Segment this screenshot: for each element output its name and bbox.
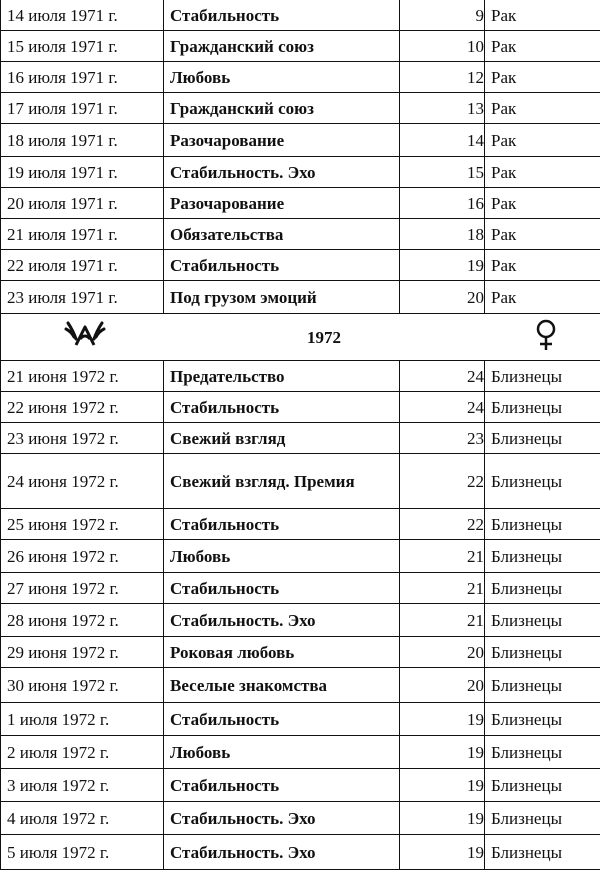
date-cell: 23 июня 1972 г.: [1, 423, 164, 454]
date-cell: 15 июля 1971 г.: [1, 31, 164, 62]
number-cell: 19: [400, 250, 485, 281]
date-cell: 16 июля 1971 г.: [1, 62, 164, 93]
table-row: [1, 509, 600, 540]
table-row: [1, 703, 600, 736]
zodiac-sign-cell: Рак: [485, 188, 600, 219]
number-cell: 14: [400, 124, 485, 157]
zodiac-sign-cell: Рак: [485, 281, 600, 314]
number-cell: 21: [400, 573, 485, 604]
table-row: [1, 637, 600, 668]
zodiac-sign-cell: Близнецы: [485, 736, 600, 769]
table-row: [1, 0, 600, 31]
date-cell: 17 июля 1971 г.: [1, 93, 164, 124]
event-cell: Стабильность: [164, 703, 400, 736]
date-cell: 22 июня 1972 г.: [1, 392, 164, 423]
date-cell: 23 июля 1971 г.: [1, 281, 164, 314]
number-cell: 12: [400, 62, 485, 93]
date-cell: 4 июля 1972 г.: [1, 802, 164, 835]
number-cell: 20: [400, 281, 485, 314]
year-label: 1972: [164, 314, 485, 361]
event-cell: Стабильность: [164, 0, 400, 31]
event-cell: Стабильность. Эхо: [164, 604, 400, 637]
event-cell: Стабильность: [164, 573, 400, 604]
crab-horns-icon: [62, 319, 108, 351]
date-cell: 21 июня 1972 г.: [1, 361, 164, 392]
number-cell: 18: [400, 219, 485, 250]
date-cell: 21 июля 1971 г.: [1, 219, 164, 250]
table-row: [1, 93, 600, 124]
date-cell: 29 июня 1972 г.: [1, 637, 164, 668]
table-row: [1, 392, 600, 423]
number-cell: 24: [400, 392, 485, 423]
date-cell: 28 июня 1972 г.: [1, 604, 164, 637]
number-cell: 21: [400, 604, 485, 637]
event-cell: Свежий взгляд: [164, 423, 400, 454]
date-cell: 26 июня 1972 г.: [1, 540, 164, 573]
event-cell: Свежий взгляд. Премия: [164, 454, 400, 509]
date-cell: 5 июля 1972 г.: [1, 835, 164, 870]
date-cell: 3 июля 1972 г.: [1, 769, 164, 802]
date-cell: 19 июля 1971 г.: [1, 157, 164, 188]
table-row: [1, 736, 600, 769]
event-cell: Стабильность: [164, 509, 400, 540]
event-cell: Предательство: [164, 361, 400, 392]
date-cell: 18 июля 1971 г.: [1, 124, 164, 157]
zodiac-sign-cell: Близнецы: [485, 835, 600, 870]
number-cell: 22: [400, 509, 485, 540]
table-row: [1, 835, 600, 870]
table-row: [1, 124, 600, 157]
event-cell: Любовь: [164, 736, 400, 769]
number-cell: 15: [400, 157, 485, 188]
event-cell: Гражданский союз: [164, 93, 400, 124]
table-row: [1, 604, 600, 637]
date-cell: 20 июля 1971 г.: [1, 188, 164, 219]
event-cell: Любовь: [164, 540, 400, 573]
number-cell: 19: [400, 802, 485, 835]
date-cell: 2 июля 1972 г.: [1, 736, 164, 769]
event-cell: Стабильность. Эхо: [164, 802, 400, 835]
event-cell: Стабильность: [164, 250, 400, 281]
date-cell: 14 июля 1971 г.: [1, 0, 164, 31]
zodiac-sign-cell: Близнецы: [485, 540, 600, 573]
date-cell: 27 июня 1972 г.: [1, 573, 164, 604]
zodiac-sign-cell: Близнецы: [485, 361, 600, 392]
zodiac-sign-cell: Близнецы: [485, 454, 600, 509]
number-cell: 10: [400, 31, 485, 62]
zodiac-sign-cell: Близнецы: [485, 604, 600, 637]
event-cell: Стабильность. Эхо: [164, 157, 400, 188]
number-cell: 22: [400, 454, 485, 509]
year-header-left-cell: [1, 314, 164, 361]
zodiac-sign-cell: Близнецы: [485, 637, 600, 668]
event-cell: Стабильность: [164, 769, 400, 802]
zodiac-sign-cell: Близнецы: [485, 509, 600, 540]
event-cell: Веселые знакомства: [164, 668, 400, 703]
number-cell: 21: [400, 540, 485, 573]
zodiac-sign-cell: Рак: [485, 157, 600, 188]
table-row: [1, 188, 600, 219]
event-cell: Под грузом эмоций: [164, 281, 400, 314]
table-row: [1, 423, 600, 454]
zodiac-sign-cell: Рак: [485, 250, 600, 281]
number-cell: 23: [400, 423, 485, 454]
zodiac-sign-cell: Близнецы: [485, 703, 600, 736]
table-row: [1, 250, 600, 281]
date-cell: 30 июня 1972 г.: [1, 668, 164, 703]
date-cell: 24 июня 1972 г.: [1, 454, 164, 509]
number-cell: 19: [400, 835, 485, 870]
date-cell: 25 июня 1972 г.: [1, 509, 164, 540]
table-row: [1, 769, 600, 802]
event-cell: Любовь: [164, 62, 400, 93]
event-cell: Стабильность: [164, 392, 400, 423]
table-row: [1, 454, 600, 509]
table-row: [1, 219, 600, 250]
event-cell: Разочарование: [164, 124, 400, 157]
year-header-row: [1, 314, 600, 361]
table-row: [1, 668, 600, 703]
event-cell: Обязательства: [164, 219, 400, 250]
table-row: [1, 361, 600, 392]
table-row: [1, 573, 600, 604]
year-header-right-cell: [485, 314, 600, 361]
table-row: [1, 31, 600, 62]
zodiac-sign-cell: Рак: [485, 219, 600, 250]
number-cell: 9: [400, 0, 485, 31]
number-cell: 20: [400, 668, 485, 703]
venus-icon: [533, 318, 559, 352]
table-row: [1, 62, 600, 93]
number-cell: 13: [400, 93, 485, 124]
event-cell: Разочарование: [164, 188, 400, 219]
table-row: [1, 157, 600, 188]
number-cell: 16: [400, 188, 485, 219]
table-row: [1, 281, 600, 314]
event-cell: Гражданский союз: [164, 31, 400, 62]
zodiac-sign-cell: Рак: [485, 93, 600, 124]
zodiac-sign-cell: Близнецы: [485, 392, 600, 423]
zodiac-sign-cell: Близнецы: [485, 802, 600, 835]
event-cell: Роковая любовь: [164, 637, 400, 668]
number-cell: 20: [400, 637, 485, 668]
table-row: [1, 540, 600, 573]
zodiac-sign-cell: Рак: [485, 124, 600, 157]
zodiac-sign-cell: Близнецы: [485, 769, 600, 802]
zodiac-sign-cell: Рак: [485, 0, 600, 31]
number-cell: 19: [400, 769, 485, 802]
number-cell: 19: [400, 736, 485, 769]
number-cell: 24: [400, 361, 485, 392]
zodiac-sign-cell: Близнецы: [485, 573, 600, 604]
zodiac-sign-cell: Рак: [485, 31, 600, 62]
zodiac-sign-cell: Рак: [485, 62, 600, 93]
date-table-body: [1, 0, 600, 870]
zodiac-sign-cell: Близнецы: [485, 423, 600, 454]
date-cell: 1 июля 1972 г.: [1, 703, 164, 736]
table-row: [1, 802, 600, 835]
number-cell: 19: [400, 703, 485, 736]
date-cell: 22 июля 1971 г.: [1, 250, 164, 281]
zodiac-sign-cell: Близнецы: [485, 668, 600, 703]
event-cell: Стабильность. Эхо: [164, 835, 400, 870]
